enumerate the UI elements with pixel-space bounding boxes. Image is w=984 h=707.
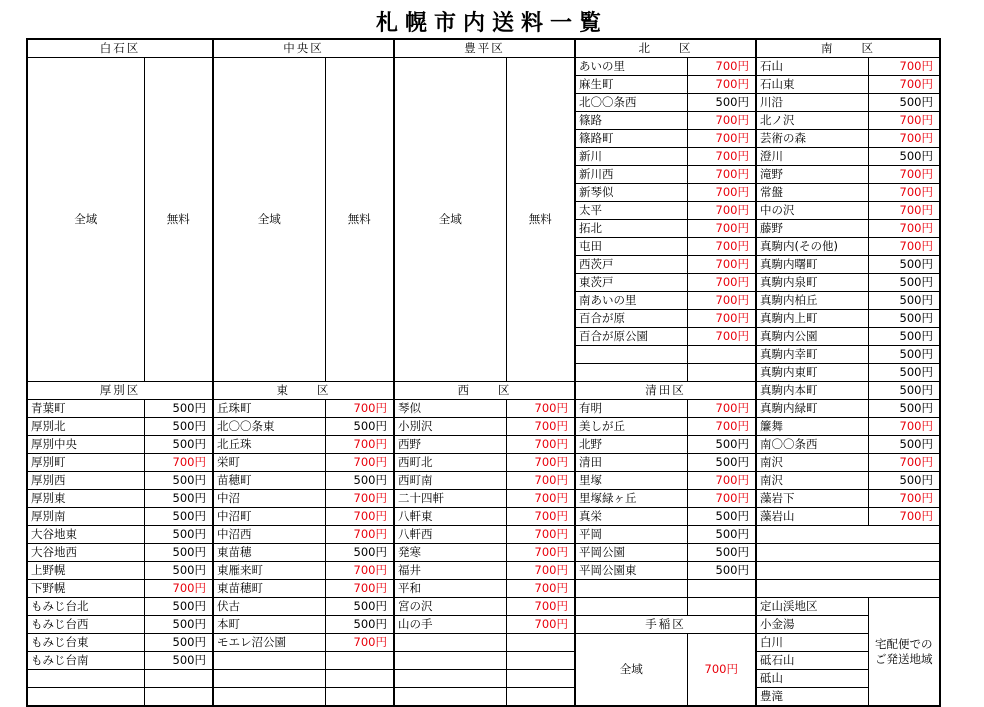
- fee-value: 700円: [325, 400, 394, 418]
- town-name: 上野幌: [27, 562, 144, 580]
- town-name: 小別沢: [394, 418, 506, 436]
- town-name: 清田: [575, 454, 687, 472]
- town-name: 砥石山: [756, 652, 868, 670]
- table-row: [27, 58, 940, 76]
- fee-value: 700円: [325, 562, 394, 580]
- town-name: 有明: [575, 400, 687, 418]
- fee-value: 500円: [144, 652, 213, 670]
- town-name: 真駒内柏丘: [756, 292, 868, 310]
- fee-value: 500円: [144, 436, 213, 454]
- empty-cell: [213, 688, 325, 707]
- fee-value: 500円: [144, 490, 213, 508]
- table-row: [27, 382, 940, 400]
- fee-value: 500円: [868, 310, 940, 328]
- town-name: 平岡公園東: [575, 562, 687, 580]
- town-name: 太平: [575, 202, 687, 220]
- town-name: 拓北: [575, 220, 687, 238]
- town-name: 伏古: [213, 598, 325, 616]
- fee-value: 700円: [687, 130, 756, 148]
- fee-value: 700円: [144, 580, 213, 598]
- empty-cell: [27, 670, 144, 688]
- town-name: 平岡公園: [575, 544, 687, 562]
- ward-header: 白石区: [27, 39, 213, 58]
- town-name: 厚別西: [27, 472, 144, 490]
- fee-value: 700円: [506, 472, 575, 490]
- fee-value: 500円: [868, 94, 940, 112]
- empty-cell: [506, 688, 575, 707]
- town-name: 百合が原: [575, 310, 687, 328]
- fee-value: 700円: [687, 418, 756, 436]
- fee-value: 700円: [325, 490, 394, 508]
- town-name: 北〇〇条西: [575, 94, 687, 112]
- empty-cell: [394, 634, 506, 652]
- town-name: 西茨戸: [575, 256, 687, 274]
- fee-value: 700円: [687, 274, 756, 292]
- table-row: [27, 490, 940, 508]
- town-name: 西野: [394, 436, 506, 454]
- town-name: 下野幌: [27, 580, 144, 598]
- town-name: 常盤: [756, 184, 868, 202]
- fee-value: 700円: [687, 256, 756, 274]
- town-name: 百合が原公園: [575, 328, 687, 346]
- town-name: 中沼: [213, 490, 325, 508]
- fee-value: 500円: [144, 616, 213, 634]
- fee-value: 500円: [868, 436, 940, 454]
- town-name: 里塚: [575, 472, 687, 490]
- town-name: 西町南: [394, 472, 506, 490]
- town-name: 小金湯: [756, 616, 868, 634]
- town-name: 東雁来町: [213, 562, 325, 580]
- fee-value: 500円: [687, 436, 756, 454]
- fee-value: 700円: [868, 166, 940, 184]
- table-row: [27, 418, 940, 436]
- fee-value: 700円: [325, 580, 394, 598]
- empty-cell: [506, 634, 575, 652]
- town-name: 二十四軒: [394, 490, 506, 508]
- ward-area: 全域: [575, 634, 687, 707]
- empty-cell: [325, 652, 394, 670]
- town-name: 芸術の森: [756, 130, 868, 148]
- town-name: 真駒内公園: [756, 328, 868, 346]
- town-name: 南沢: [756, 454, 868, 472]
- empty-cell: [575, 598, 687, 616]
- town-name: 北〇〇条東: [213, 418, 325, 436]
- table-row: [27, 562, 940, 580]
- empty-cell: [27, 688, 144, 707]
- ward-header: 豊平区: [394, 39, 575, 58]
- town-name: 東茨戸: [575, 274, 687, 292]
- empty-cell: [687, 364, 756, 382]
- town-name: 福井: [394, 562, 506, 580]
- table-row: [27, 544, 940, 562]
- town-name: 大谷地西: [27, 544, 144, 562]
- fee-value: 500円: [325, 418, 394, 436]
- table-row: [27, 472, 940, 490]
- town-name: 篠路町: [575, 130, 687, 148]
- table-row: [27, 688, 940, 707]
- fee-value: 700円: [687, 328, 756, 346]
- fee-value: 700円: [506, 400, 575, 418]
- ward-fee: 無料: [144, 58, 213, 382]
- fee-value: 500円: [144, 526, 213, 544]
- town-name: モエレ沼公園: [213, 634, 325, 652]
- fee-value: 500円: [144, 418, 213, 436]
- town-name: もみじ台北: [27, 598, 144, 616]
- table-row: [27, 670, 940, 688]
- town-name: 北野: [575, 436, 687, 454]
- fee-value: 500円: [325, 598, 394, 616]
- fee-value: 700円: [325, 436, 394, 454]
- town-name: 南〇〇条西: [756, 436, 868, 454]
- town-name: 大谷地東: [27, 526, 144, 544]
- fee-value: 500円: [868, 292, 940, 310]
- town-name: 真駒内東町: [756, 364, 868, 382]
- fee-value: 500円: [687, 562, 756, 580]
- town-name: 厚別町: [27, 454, 144, 472]
- ward-header: 北 区: [575, 39, 756, 58]
- empty-cell: [213, 670, 325, 688]
- town-name: あいの里: [575, 58, 687, 76]
- fee-value: 700円: [325, 526, 394, 544]
- ward-header: 西 区: [394, 382, 575, 400]
- fee-value: 700円: [506, 490, 575, 508]
- fee-value: 700円: [506, 598, 575, 616]
- table-row: [27, 39, 940, 58]
- town-name: 山の手: [394, 616, 506, 634]
- town-name: 澄川: [756, 148, 868, 166]
- town-name: 真駒内(その他): [756, 238, 868, 256]
- fee-value: 700円: [506, 454, 575, 472]
- ward-area: 全域: [394, 58, 506, 382]
- fee-value: 700円: [687, 472, 756, 490]
- fee-value: 700円: [687, 292, 756, 310]
- fee-value: 700円: [868, 130, 940, 148]
- empty-cell: [506, 670, 575, 688]
- fee-value: 700円: [687, 220, 756, 238]
- fee-value: 500円: [868, 328, 940, 346]
- fee-value: 500円: [144, 634, 213, 652]
- shipping-fee-table: [26, 38, 941, 707]
- fee-value: 700円: [868, 220, 940, 238]
- fee-value: 700円: [687, 76, 756, 94]
- town-name: 西町北: [394, 454, 506, 472]
- town-name: 真駒内曙町: [756, 256, 868, 274]
- empty-cell: [325, 670, 394, 688]
- fee-value: 700円: [868, 202, 940, 220]
- town-name: 真駒内本町: [756, 382, 868, 400]
- ward-fee: 無料: [506, 58, 575, 382]
- fee-value: 700円: [868, 58, 940, 76]
- delivery-note: [868, 598, 940, 707]
- town-name: 苗穂町: [213, 472, 325, 490]
- town-name: 簾舞: [756, 418, 868, 436]
- ward-fee: 700円: [687, 634, 756, 707]
- fee-value: 500円: [687, 94, 756, 112]
- town-name: 青葉町: [27, 400, 144, 418]
- town-name: 真駒内上町: [756, 310, 868, 328]
- table-row: [27, 508, 940, 526]
- town-name: 新川西: [575, 166, 687, 184]
- town-name: 藻岩山: [756, 508, 868, 526]
- fee-value: 700円: [325, 454, 394, 472]
- delivery-note-line: ご発送地域: [875, 651, 933, 666]
- town-name: 平岡: [575, 526, 687, 544]
- town-name: 川沿: [756, 94, 868, 112]
- fee-value: 500円: [325, 544, 394, 562]
- empty-cell: [756, 526, 940, 544]
- fee-value: 500円: [687, 508, 756, 526]
- town-name: 豊滝: [756, 688, 868, 707]
- town-name: 中の沢: [756, 202, 868, 220]
- town-name: 厚別東: [27, 490, 144, 508]
- fee-value: 700円: [325, 634, 394, 652]
- fee-value: 500円: [868, 364, 940, 382]
- town-name: 厚別北: [27, 418, 144, 436]
- ward-header: 厚別区: [27, 382, 213, 400]
- fee-value: 500円: [325, 616, 394, 634]
- empty-cell: [394, 670, 506, 688]
- table-row: [27, 652, 940, 670]
- fee-value: 500円: [144, 400, 213, 418]
- town-name: 南あいの里: [575, 292, 687, 310]
- fee-value: 500円: [144, 508, 213, 526]
- fee-value: 700円: [687, 58, 756, 76]
- town-name: 真駒内幸町: [756, 346, 868, 364]
- fee-value: 700円: [687, 490, 756, 508]
- fee-value: 700円: [506, 526, 575, 544]
- town-name: 南沢: [756, 472, 868, 490]
- town-name: 屯田: [575, 238, 687, 256]
- fee-value: 700円: [868, 76, 940, 94]
- ward-header: 清田区: [575, 382, 756, 400]
- table-row: [27, 598, 940, 616]
- table-row: [27, 436, 940, 454]
- fee-value: 700円: [868, 418, 940, 436]
- town-name: 真駒内泉町: [756, 274, 868, 292]
- fee-value: 700円: [506, 508, 575, 526]
- town-name: 北ノ沢: [756, 112, 868, 130]
- fee-value: 500円: [868, 400, 940, 418]
- empty-cell: [756, 562, 940, 580]
- fee-value: 700円: [687, 202, 756, 220]
- empty-cell: [756, 544, 940, 562]
- fee-value: 500円: [868, 382, 940, 400]
- fee-value: 700円: [868, 112, 940, 130]
- fee-value: 700円: [506, 562, 575, 580]
- empty-cell: [144, 670, 213, 688]
- empty-cell: [394, 652, 506, 670]
- fee-value: 700円: [687, 310, 756, 328]
- fee-value: 500円: [325, 472, 394, 490]
- town-name: 藻岩下: [756, 490, 868, 508]
- town-name: 八軒西: [394, 526, 506, 544]
- fee-value: 700円: [506, 418, 575, 436]
- town-name: 真栄: [575, 508, 687, 526]
- empty-cell: [325, 688, 394, 707]
- table-row: [27, 400, 940, 418]
- empty-cell: [394, 688, 506, 707]
- fee-value: 700円: [506, 436, 575, 454]
- empty-cell: [575, 346, 687, 364]
- fee-value: 700円: [687, 166, 756, 184]
- fee-value: 500円: [144, 472, 213, 490]
- empty-cell: [687, 580, 756, 598]
- fee-value: 700円: [687, 400, 756, 418]
- town-name: 平和: [394, 580, 506, 598]
- fee-value: 500円: [868, 256, 940, 274]
- fee-value: 700円: [506, 616, 575, 634]
- fee-value: 700円: [506, 544, 575, 562]
- fee-value: 500円: [868, 472, 940, 490]
- table-row: [27, 454, 940, 472]
- town-name: 本町: [213, 616, 325, 634]
- table-row: [27, 580, 940, 598]
- town-name: 砥山: [756, 670, 868, 688]
- ward-header: 東 区: [213, 382, 394, 400]
- empty-cell: [756, 580, 940, 598]
- town-name: 栄町: [213, 454, 325, 472]
- town-name: 篠路: [575, 112, 687, 130]
- fee-value: 500円: [144, 562, 213, 580]
- empty-cell: [575, 364, 687, 382]
- town-name: もみじ台西: [27, 616, 144, 634]
- fee-value: 500円: [868, 148, 940, 166]
- town-name: 厚別南: [27, 508, 144, 526]
- town-name: 中沼町: [213, 508, 325, 526]
- ward-header: 手稲区: [575, 616, 756, 634]
- fee-value: 700円: [506, 580, 575, 598]
- town-name: 石山: [756, 58, 868, 76]
- ward-header: 南 区: [756, 39, 940, 58]
- town-name: 藤野: [756, 220, 868, 238]
- town-name: 丘珠町: [213, 400, 325, 418]
- town-name: 中沼西: [213, 526, 325, 544]
- empty-cell: [213, 652, 325, 670]
- page-title: 札幌市内送料一覧: [375, 11, 608, 36]
- town-name: 宮の沢: [394, 598, 506, 616]
- district-header: 定山渓地区: [756, 598, 868, 616]
- town-name: 発寒: [394, 544, 506, 562]
- town-name: 里塚緑ヶ丘: [575, 490, 687, 508]
- fee-value: 700円: [144, 454, 213, 472]
- fee-value: 700円: [687, 184, 756, 202]
- town-name: もみじ台南: [27, 652, 144, 670]
- table-row: [27, 616, 940, 634]
- town-name: 滝野: [756, 166, 868, 184]
- town-name: 新琴似: [575, 184, 687, 202]
- empty-cell: [144, 688, 213, 707]
- fee-value: 500円: [144, 598, 213, 616]
- town-name: 八軒東: [394, 508, 506, 526]
- fee-value: 500円: [687, 526, 756, 544]
- town-name: 白川: [756, 634, 868, 652]
- fee-value: 700円: [868, 508, 940, 526]
- town-name: 新川: [575, 148, 687, 166]
- town-name: もみじ台東: [27, 634, 144, 652]
- table-row: [27, 634, 940, 652]
- fee-value: 500円: [687, 544, 756, 562]
- empty-cell: [575, 580, 687, 598]
- empty-cell: [687, 346, 756, 364]
- fee-value: 500円: [868, 274, 940, 292]
- fee-value: 700円: [687, 148, 756, 166]
- table-row: [27, 526, 940, 544]
- town-name: 厚別中央: [27, 436, 144, 454]
- town-name: 真駒内緑町: [756, 400, 868, 418]
- fee-value: 500円: [687, 454, 756, 472]
- fee-value: 700円: [868, 184, 940, 202]
- fee-value: 700円: [868, 238, 940, 256]
- delivery-note-line: 宅配便での: [875, 636, 933, 651]
- fee-value: 700円: [687, 238, 756, 256]
- fee-value: 700円: [687, 112, 756, 130]
- ward-area: 全域: [27, 58, 144, 382]
- town-name: 東苗穂: [213, 544, 325, 562]
- town-name: 美しが丘: [575, 418, 687, 436]
- town-name: 麻生町: [575, 76, 687, 94]
- fee-value: 700円: [868, 490, 940, 508]
- town-name: 北丘珠: [213, 436, 325, 454]
- fee-value: 500円: [144, 544, 213, 562]
- town-name: 東苗穂町: [213, 580, 325, 598]
- town-name: 琴似: [394, 400, 506, 418]
- ward-fee: 無料: [325, 58, 394, 382]
- fee-value: 700円: [325, 508, 394, 526]
- empty-cell: [687, 598, 756, 616]
- ward-area: 全域: [213, 58, 325, 382]
- ward-header: 中央区: [213, 39, 394, 58]
- fee-value: 700円: [868, 454, 940, 472]
- fee-value: 500円: [868, 346, 940, 364]
- town-name: 石山東: [756, 76, 868, 94]
- empty-cell: [506, 652, 575, 670]
